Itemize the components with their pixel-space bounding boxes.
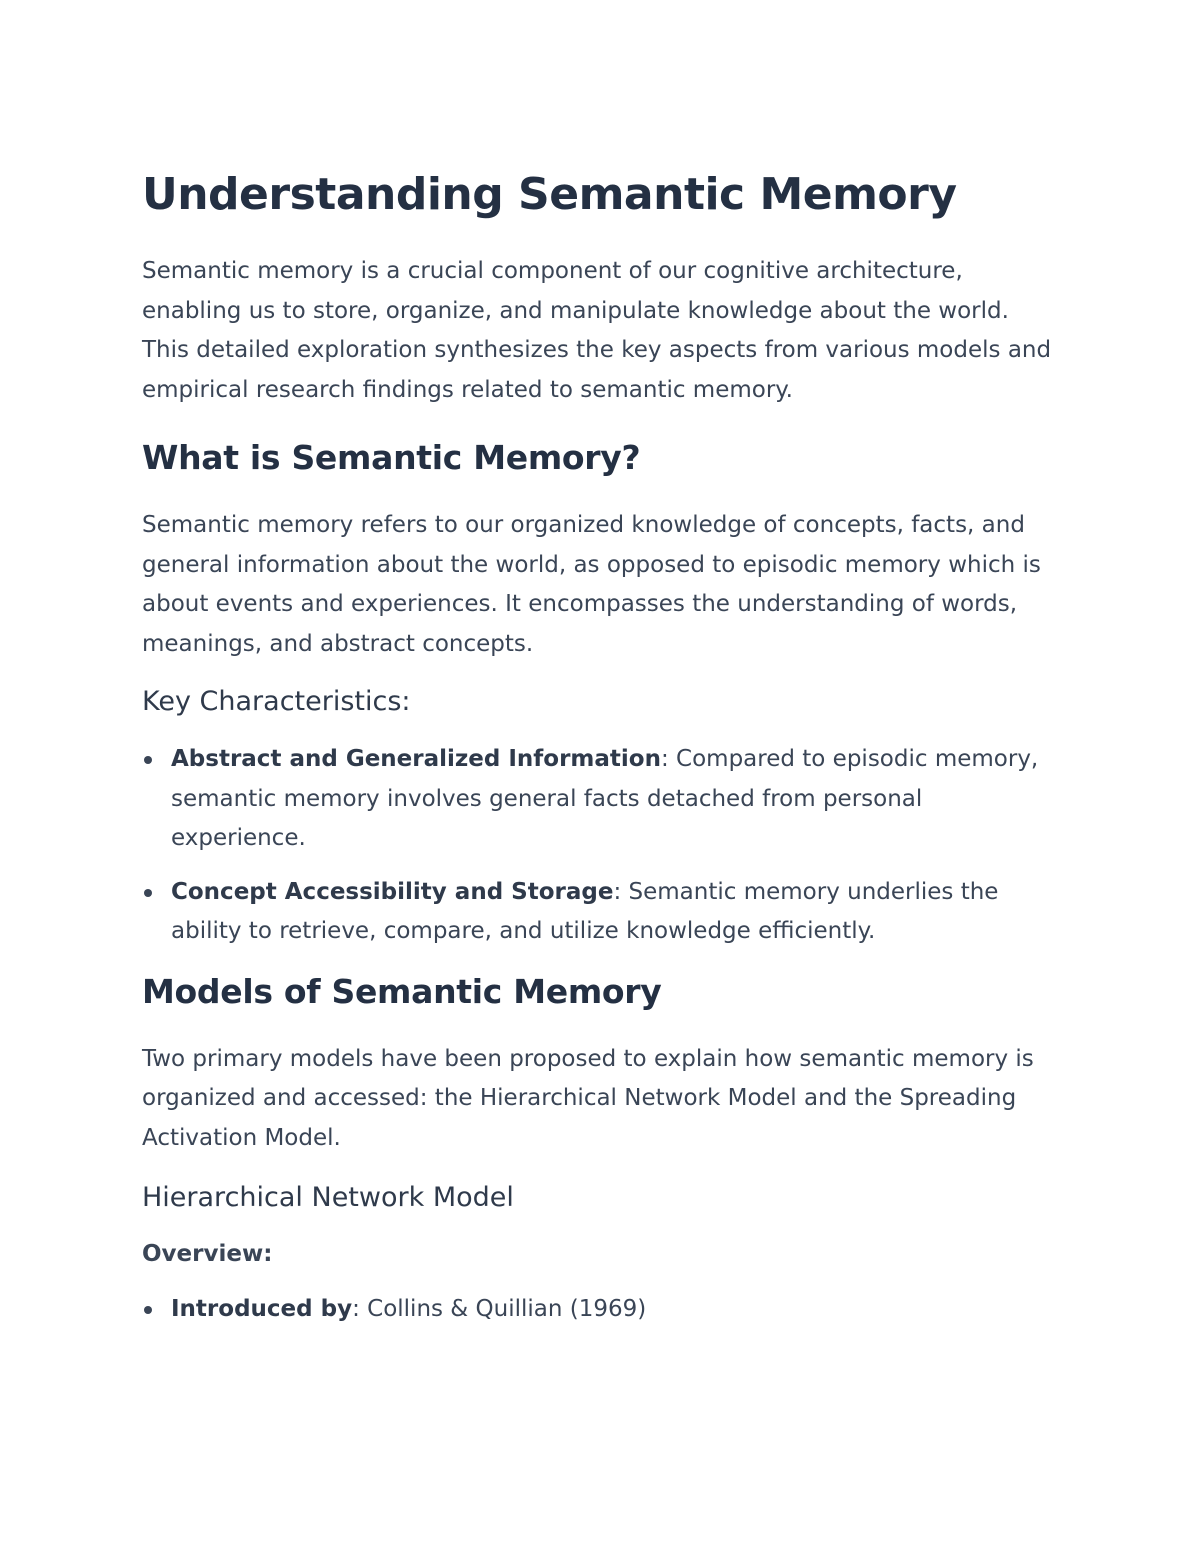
section-heading-what-is: What is Semantic Memory?	[142, 438, 641, 477]
list-item	[142, 873, 1060, 952]
list-item-term: Abstract and Generalized Information	[171, 746, 661, 772]
list-item-term: Introduced by	[171, 1296, 353, 1322]
list-item-term: Concept Accessibility and Storage	[171, 878, 614, 905]
page-title: Understanding Semantic Memory	[142, 169, 957, 220]
section-what-is-body: Semantic memory refers to our organized knowledge of concepts, facts, and general information about the world, as opposed to episodic memory which is about events and experiences. It encompasses the understanding of words, meanings, and abstract concepts.	[142, 512, 1041, 657]
section-models-body: Two primary models have been proposed to explain how semantic memory is organized and accessed: the Hierarchical Network Model and the Spreading Activation Model.	[142, 1045, 1034, 1151]
intro-paragraph: Semantic memory is a crucial component of our cognitive architecture, enabling us to store, organize, and manipulate knowledge about the world. This detailed exploration synthesizes the key aspects from various models and empirical research findings related to semantic memory.	[142, 258, 1052, 403]
key-characteristics-heading: Key Characteristics:	[142, 686, 411, 717]
overview-label: Overview:	[142, 1241, 273, 1267]
list-item-text: : Collins & Quillian (1969)	[352, 1296, 647, 1322]
list-item	[142, 1290, 1060, 1330]
hierarchical-model-heading: Hierarchical Network Model	[142, 1182, 514, 1213]
list-item	[142, 740, 1060, 859]
list-item-text: : Semantic memory underlies the ability to retrieve, compare, and utilize knowledge efficiently.	[171, 878, 999, 944]
key-characteristics-list	[142, 740, 1060, 952]
overview-list	[142, 1290, 1060, 1330]
section-heading-models: Models of Semantic Memory	[142, 971, 662, 1011]
list-item-text: : Compared to episodic memory, semantic memory involves general facts detached from personal experience.	[171, 746, 1039, 851]
